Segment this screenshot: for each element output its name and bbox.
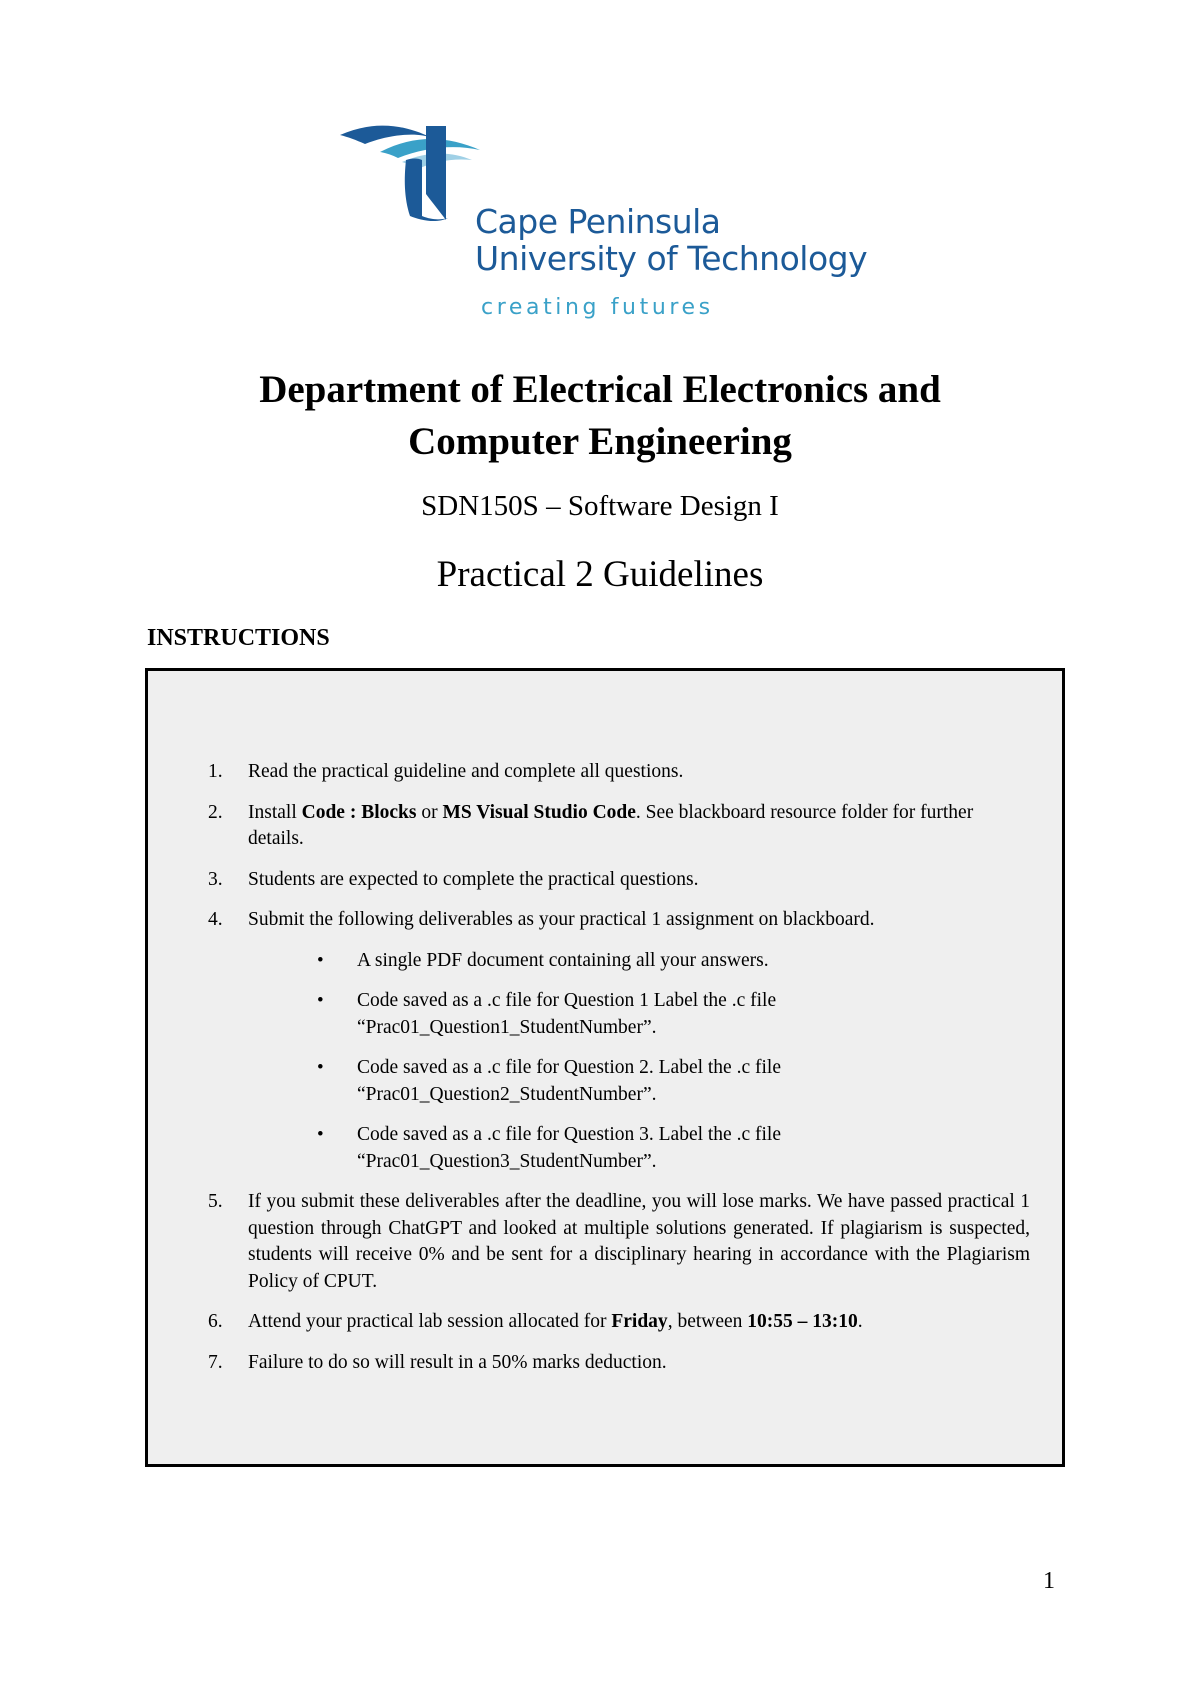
department-title-line2: Computer Engineering [408,420,792,463]
bullet-icon: • [317,1057,324,1078]
instruction-item-1 [148,759,1060,786]
course-title: SDN150S – Software Design I [421,490,779,522]
instruction-number: 5. [208,1191,223,1212]
logo-tagline: creating futures [481,295,714,320]
instruction-bold-day: Friday [611,1311,668,1332]
instructions-heading: INSTRUCTIONS [147,625,330,651]
department-title [0,364,1200,468]
instruction-item-2 [148,800,1060,853]
instruction-bold-time: 10:55 – 13:10 [747,1311,858,1332]
deliverable-line1: Code saved as a .c file for Question 3. Label the .c file [357,1124,781,1145]
instruction-text-mid: , between [667,1311,748,1332]
instruction-number: 4. [208,909,223,930]
deliverable-line2: “Prac01_Question1_StudentNumber”. [357,1016,657,1038]
deliverable-item [248,948,1030,975]
deliverable-line2: “Prac01_Question3_StudentNumber”. [357,1150,657,1172]
instruction-text: If you submit these deliverables after the deadline, you will lose marks. We have passed practical 1 question through ChatGPT and looked at multiple solutions generated. If plagiarism is suspected, students will receive 0% and be sent for a disciplinary hearing in accordance with the Plagiarism Policy of CPUT. [248,1191,1030,1292]
instruction-number: 3. [208,868,223,890]
instruction-item-7 [148,1350,1060,1377]
instruction-text-mid: or [416,801,443,823]
deliverable-line1: Code saved as a .c file for Question 2. Label the .c file [357,1057,781,1078]
instruction-bold-vscode: MS Visual Studio Code [442,801,636,823]
instruction-text-pre: Install [248,801,302,823]
instruction-item-6 [148,1309,1060,1336]
practical-title: Practical 2 Guidelines [436,554,764,595]
bullet-icon: • [317,990,324,1011]
deliverable-item [248,988,1030,1041]
instruction-text: Students are expected to complete the practical questions. [248,868,699,890]
instruction-text: Read the practical guideline and complete all questions. [248,761,684,782]
page-number: 1 [1043,1568,1055,1594]
deliverable-line2: “Prac01_Question2_StudentNumber”. [357,1083,657,1105]
deliverable-item [248,1122,1030,1175]
instruction-number: 2. [208,801,223,823]
bullet-icon: • [317,1124,324,1145]
instruction-text-post: . [857,1311,863,1332]
instructions-list [148,759,1060,1390]
instruction-item-5 [148,1189,1060,1295]
instruction-number: 7. [208,1351,223,1373]
logo-name-line2: University of Technology [475,239,868,278]
instructions-box [145,668,1065,1467]
instruction-bold-codeblocks: Code : Blocks [301,801,417,823]
instruction-number: 1. [208,761,223,782]
department-title-line1: Department of Electrical Electronics and [259,368,941,411]
bullet-icon: • [317,949,324,971]
logo-name-line1: Cape Peninsula [475,202,721,241]
deliverable-item [248,1055,1030,1108]
instruction-item-3 [148,867,1060,894]
instruction-item-4 [148,907,1060,1175]
deliverables-list [248,948,1030,1176]
instruction-number: 6. [208,1311,223,1332]
instruction-text: Failure to do so will result in a 50% marks deduction. [248,1351,667,1373]
instruction-text: Submit the following deliverables as your practical 1 assignment on blackboard. [248,909,875,930]
instruction-text-post: . See blackboard resource folder for further details. [248,801,974,849]
logo-right-bar [426,126,446,220]
cput-logo [340,120,880,330]
deliverable-line1: A single PDF document containing all your answers. [357,949,769,971]
instruction-text-pre: Attend your practical lab session allocated for [248,1311,612,1332]
deliverable-line1: Code saved as a .c file for Question 1 Label the .c file [357,990,777,1011]
